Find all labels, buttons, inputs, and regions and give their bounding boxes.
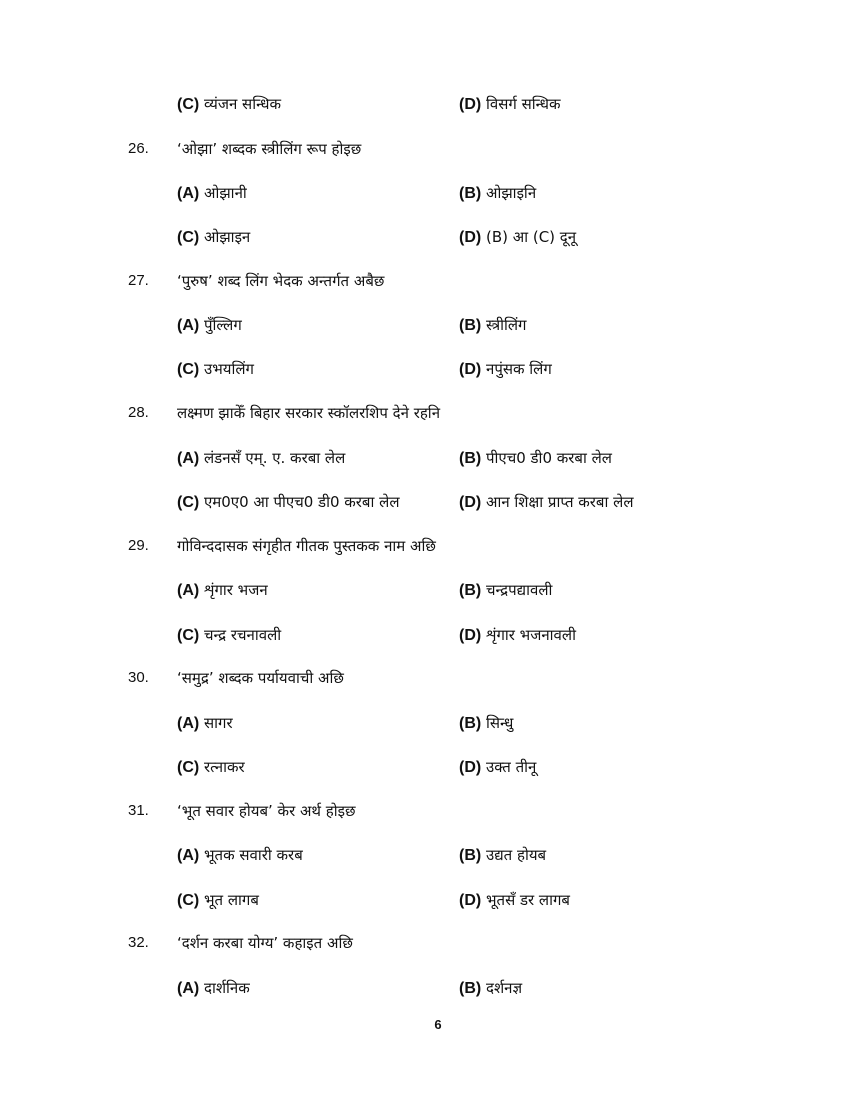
option-a: (A) शृंगार भजन — [177, 581, 268, 599]
option-b: (B) स्त्रीलिंग — [459, 316, 527, 334]
option-c: (C) उभयलिंग — [177, 360, 254, 378]
option-row — [0, 89, 850, 119]
question-number: 30. — [128, 669, 149, 686]
option-row — [0, 575, 850, 605]
question-number: 29. — [128, 537, 149, 554]
question-number: 26. — [128, 140, 149, 157]
question-number: 27. — [128, 272, 149, 289]
option-a: (A) लंडनसँ एम्. ए. करबा लेल — [177, 449, 346, 467]
question-32 — [0, 928, 850, 958]
option-a: (A) पुँल्लिग — [177, 316, 242, 334]
option-row — [0, 840, 850, 870]
option-c: (C) चन्द्र रचनावली — [177, 626, 282, 644]
option-b: (B) दर्शनज्ञ — [459, 979, 523, 997]
option-d: (D) (B) आ (C) दूनू — [459, 228, 577, 246]
option-row — [0, 708, 850, 738]
option-d: (D) नपुंसक लिंग — [459, 360, 552, 378]
option-b: (B) उद्यत होयब — [459, 846, 547, 864]
option-row — [0, 354, 850, 384]
question-text: लक्ष्मण झाकेँ बिहार सरकार स्कॉलरशिप देने रहनि — [177, 404, 441, 422]
option-a: (A) दार्शनिक — [177, 979, 250, 997]
option-d: (D) विसर्ग सन्धिक — [459, 95, 561, 113]
option-a: (A) भूतक सवारी करब — [177, 846, 303, 864]
question-27 — [0, 266, 850, 296]
option-d: (D) उक्त तीनू — [459, 758, 537, 776]
option-row — [0, 487, 850, 517]
question-text: ‘समुद्र’ शब्दक पर्यायवाची अछि — [177, 669, 344, 687]
question-29 — [0, 531, 850, 561]
option-c: (C) ओझाइन — [177, 228, 251, 246]
question-number: 32. — [128, 934, 149, 951]
option-row — [0, 443, 850, 473]
question-number: 28. — [128, 404, 149, 421]
option-b: (B) पीएच0 डी0 करबा लेल — [459, 449, 612, 467]
option-a: (A) सागर — [177, 714, 233, 732]
question-text: ‘ओझा’ शब्दक स्त्रीलिंग रूप होइछ — [177, 140, 362, 158]
option-d: (D) भूतसँ डर लागब — [459, 891, 570, 909]
option-b: (B) ओझाइनि — [459, 184, 537, 202]
option-a: (A) ओझानी — [177, 184, 247, 202]
question-28 — [0, 398, 850, 428]
option-c: (C) व्यंजन सन्धिक — [177, 95, 281, 113]
question-text: ‘भूत सवार होयब’ केर अर्थ होइछ — [177, 802, 356, 820]
question-number: 31. — [128, 802, 149, 819]
option-c: (C) एम0ए0 आ पीएच0 डी0 करबा लेल — [177, 493, 400, 511]
option-row — [0, 973, 850, 1003]
option-row — [0, 752, 850, 782]
question-text: ‘दर्शन करबा योग्य’ कहाइत अछि — [177, 934, 353, 952]
option-row — [0, 310, 850, 340]
question-text: ‘पुरुष’ शब्द लिंग भेदक अन्तर्गत अबैछ — [177, 272, 385, 290]
option-d: (D) शृंगार भजनावली — [459, 626, 576, 644]
option-row — [0, 222, 850, 252]
question-31 — [0, 796, 850, 826]
option-row — [0, 885, 850, 915]
question-26 — [0, 134, 850, 164]
option-b: (B) सिन्धु — [459, 714, 514, 732]
question-30 — [0, 663, 850, 693]
option-c: (C) भूत लागब — [177, 891, 259, 909]
option-b: (B) चन्द्रपद्यावली — [459, 581, 553, 599]
page-number: 6 — [434, 1017, 442, 1032]
option-row — [0, 620, 850, 650]
question-text: गोविन्ददासक संगृहीत गीतक पुस्तकक नाम अछि — [177, 537, 436, 555]
option-row — [0, 178, 850, 208]
option-d: (D) आन शिक्षा प्राप्त करबा लेल — [459, 493, 634, 511]
option-c: (C) रत्नाकर — [177, 758, 245, 776]
